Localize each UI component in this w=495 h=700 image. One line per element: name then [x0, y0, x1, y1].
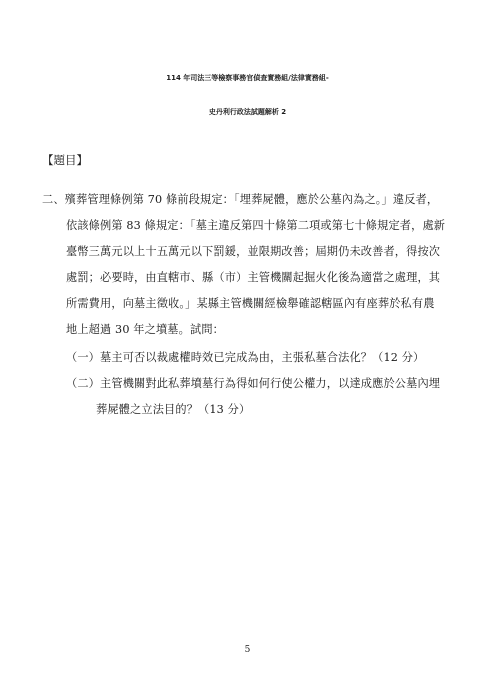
question-line: 所需費用，向墓主徵收。」某縣主管機關經檢舉確認轄區內有座葬於私有農 [66, 297, 435, 310]
sub-question-1: （一）墓主可否以裁處權時效已完成為由，主張私墓合法化？（12 分） [66, 351, 425, 364]
question-line: 二、殯葬管理條例第 70 條前段規定：「埋葬屍體，應於公墓內為之。」違反者， [42, 193, 439, 206]
sub-question-2: （二）主管機關對此私葬墳墓行為得如何行使公權力，以達成應於公墓內埋 [66, 377, 441, 390]
document-title-line-2: 史丹利行政法試題解析 2 [208, 108, 287, 116]
question-line: 地上超過 30 年之墳墓。試問： [66, 323, 224, 336]
sub-question-2-continued: 葬屍體之立法目的？（13 分） [96, 403, 251, 416]
question-line: 處罰；必要時，由直轄市、縣（市）主管機關起掘火化後為適當之處理，其 [66, 271, 441, 284]
page-number: 5 [244, 645, 251, 655]
question-line: 依該條例第 83 條規定：「墓主違反第四十條第二項或第七十條規定者，處新 [66, 219, 446, 232]
section-label: 【題目】 [42, 153, 88, 167]
question-line: 臺幣三萬元以上十五萬元以下罰鍰，並限期改善；屆期仍未改善者，得按次 [66, 245, 441, 258]
document-title-line-1: 114 年司法三等檢察事務官偵查實務組/法律實務組- [166, 74, 329, 82]
